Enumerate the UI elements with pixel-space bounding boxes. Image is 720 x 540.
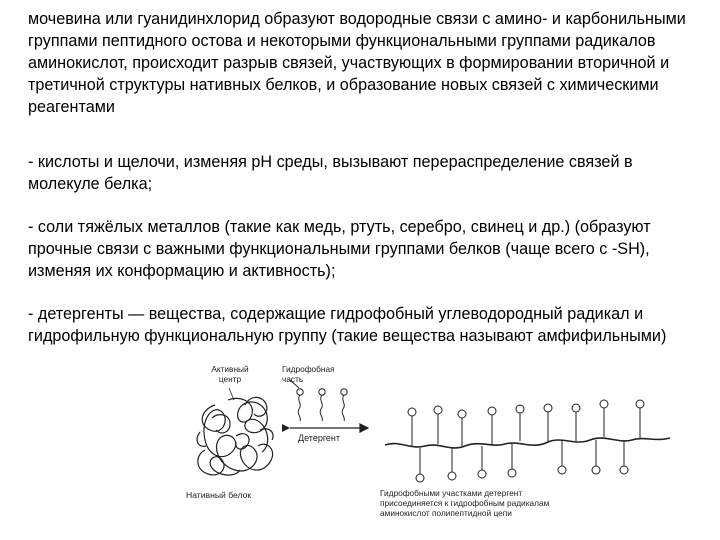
native-protein-coil: [197, 397, 273, 475]
hydrophobic-line1: Гидрофобная: [282, 364, 335, 374]
transition-arrow: [290, 424, 368, 432]
paragraph-urea: мочевина или гуанидинхлорид образуют водородные связи с амино- и карбонильными группами пептидного остова и некоторыми функциональными группами радикалов аминокислот, происходит разрыв связей, участвующих в формировании вторичной и третичной структуры нативных белков, и образование новых связей с химическими реагентами: [28, 10, 686, 116]
paragraph-heavy-metals: - соли тяжёлых металлов (такие как медь, ртуть, серебро, свинец и др.) (образуют прочные связи с важными функциональными группами белков (чаще всего с -SH), изменяя их конформацию и активность);: [28, 218, 651, 280]
hydrophobic-line2: часть: [282, 374, 304, 384]
detergent-molecules: [290, 380, 347, 421]
chain-detergent-groups: [408, 400, 644, 482]
paragraph-acids-alkalis: - кислоты и щелочи, изменяя рН среды, вызывают перераспределение связей в молекуле белка;: [28, 153, 633, 193]
figure-caption: [380, 488, 549, 518]
left-arrow-head: [282, 424, 290, 432]
unfolded-polypeptide-chain: [385, 438, 670, 448]
active-center-line1: Активный: [211, 364, 249, 374]
caption-line3: аминокислот полипептидной цепи: [380, 508, 512, 518]
detergent-label: Детергент: [298, 433, 341, 443]
caption-line1: Гидрофобными участками детергент: [380, 488, 523, 498]
active-center-line2: центр: [218, 374, 242, 384]
caption-line2: присоединяется к гидрофобным радикалам: [380, 498, 550, 508]
active-center-label: [200, 364, 260, 384]
native-protein-label: Нативный белок: [186, 490, 252, 500]
paragraph-detergents: - детергенты — вещества, содержащие гидрофобный углеводородный радикал и гидрофильную функциональную группу (такие вещества называют амфифильными): [28, 305, 667, 345]
hydrophobic-part-label: [282, 364, 372, 384]
active-center-pointer: [229, 388, 234, 400]
